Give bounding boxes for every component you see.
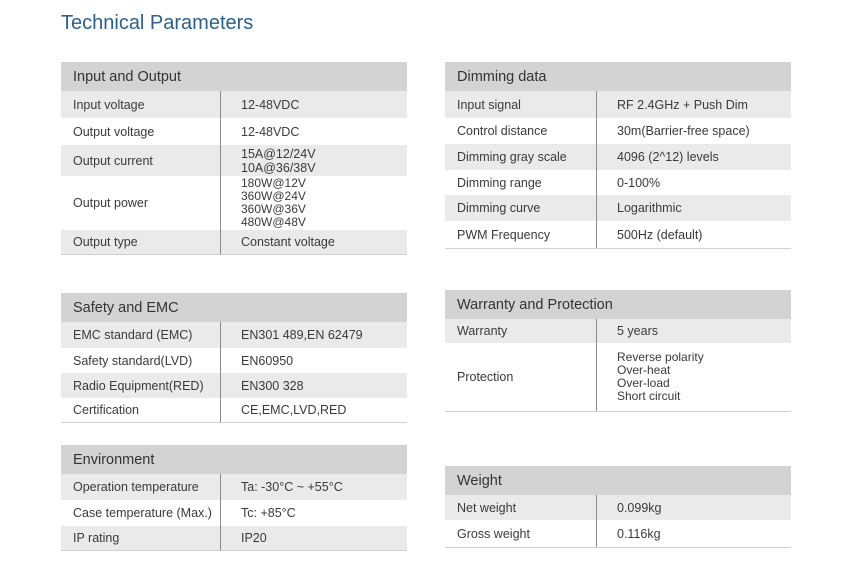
value-line: IP20 [241, 531, 267, 545]
param-label: Input signal [445, 91, 597, 118]
section-dimming-data [445, 62, 791, 249]
param-value [221, 91, 299, 118]
value-line: 0.099kg [617, 500, 662, 515]
table-row [445, 495, 791, 520]
param-value [597, 170, 660, 195]
param-label: Net weight [445, 495, 597, 520]
table-row [445, 118, 791, 144]
param-value [597, 195, 682, 221]
value-line: 360W@36V [241, 202, 306, 216]
value-line: Short circuit [617, 389, 681, 403]
param-label: Output power [61, 176, 221, 230]
table-row [61, 474, 407, 500]
value-line: 5 years [617, 324, 658, 338]
table-row [445, 343, 791, 412]
value-line: Over-heat [617, 363, 671, 377]
param-value [597, 221, 702, 248]
param-value [221, 373, 304, 398]
value-line: Tc: +85°C [241, 506, 296, 520]
value-line: 15A@12/24V [241, 146, 316, 161]
param-value [221, 348, 293, 373]
param-value [597, 495, 661, 520]
value-line: EN60950 [241, 353, 294, 368]
param-label: Dimming curve [445, 195, 597, 221]
param-value [597, 319, 658, 343]
section-header: Weight [445, 466, 791, 495]
param-label: Operation temperature [61, 474, 221, 500]
param-label: Input voltage [61, 91, 221, 118]
value-line: 0-100% [617, 175, 661, 190]
section-header: Input and Output [61, 62, 407, 91]
page-title: Technical Parameters [61, 12, 254, 34]
param-label: IP rating [61, 526, 221, 550]
param-label: EMC standard (EMC) [61, 322, 221, 348]
param-value [221, 398, 346, 422]
section-header: Warranty and Protection [445, 290, 791, 319]
table-row [61, 373, 407, 398]
param-label: Output voltage [61, 118, 221, 145]
param-value [221, 145, 316, 176]
value-line: 180W@12V [241, 176, 306, 190]
value-line: 12-48VDC [241, 124, 300, 139]
param-label: Certification [61, 398, 221, 422]
param-label: Case temperature (Max.) [61, 500, 221, 526]
table-row [61, 526, 407, 551]
table-row [445, 144, 791, 170]
table-row [61, 500, 407, 526]
table-row [445, 520, 791, 548]
value-line: EN301 489,EN 62479 [241, 328, 363, 342]
value-line: 30m(Barrier-free space) [617, 124, 750, 138]
param-value [221, 500, 296, 526]
value-line: 360W@24V [241, 189, 306, 203]
param-label: Safety standard(LVD) [61, 348, 221, 373]
table-row [61, 176, 407, 230]
table-row [445, 319, 791, 343]
value-line: EN300 328 [241, 378, 304, 393]
table-row [61, 322, 407, 348]
param-label: Radio Equipment(RED) [61, 373, 221, 398]
table-row [445, 195, 791, 221]
value-line: Constant voltage [241, 235, 335, 249]
param-label: Warranty [445, 319, 597, 343]
section-safety-emc [61, 293, 407, 423]
param-value [597, 144, 719, 170]
param-value [221, 118, 299, 145]
value-line: Reverse polarity [617, 350, 704, 364]
value-line: 4096 (2^12) levels [617, 150, 719, 164]
value-line: Ta: -30°C ~ +55°C [241, 480, 343, 494]
param-label: Gross weight [445, 520, 597, 547]
value-line: RF 2.4GHz + Push Dim [617, 97, 748, 112]
param-label: Control distance [445, 118, 597, 144]
param-value [221, 322, 363, 348]
table-row [61, 118, 407, 145]
table-row [61, 348, 407, 373]
param-value [221, 526, 267, 550]
value-line: 12-48VDC [241, 97, 300, 112]
table-row [61, 145, 407, 176]
param-value [597, 118, 750, 144]
param-value [221, 230, 335, 254]
param-value [597, 520, 661, 547]
param-label: Dimming range [445, 170, 597, 195]
table-row [445, 91, 791, 118]
param-value [221, 474, 343, 500]
section-input-output [61, 62, 407, 255]
section-weight [445, 466, 791, 548]
value-line: Logarithmic [617, 201, 682, 215]
param-label: Protection [445, 343, 597, 411]
param-value [597, 91, 748, 118]
section-environment [61, 445, 407, 551]
section-header: Environment [61, 445, 407, 474]
param-label: PWM Frequency [445, 221, 597, 248]
value-line: CE,EMC,LVD,RED [241, 403, 347, 417]
value-line: 500Hz (default) [617, 227, 703, 242]
section-header: Safety and EMC [61, 293, 407, 322]
section-header: Dimming data [445, 62, 791, 91]
param-value [221, 176, 306, 230]
param-value [597, 343, 704, 411]
param-label: Output current [61, 145, 221, 176]
param-label: Dimming gray scale [445, 144, 597, 170]
section-warranty-protection [445, 290, 791, 412]
value-line: 0.116kg [617, 526, 661, 541]
value-line: 480W@48V [241, 215, 306, 229]
table-row [61, 230, 407, 255]
table-row [445, 221, 791, 249]
value-line: 10A@36/38V [241, 160, 316, 175]
table-row [445, 170, 791, 195]
table-row [61, 398, 407, 423]
param-label: Output type [61, 230, 221, 254]
value-line: Over-load [617, 376, 670, 390]
table-row [61, 91, 407, 118]
